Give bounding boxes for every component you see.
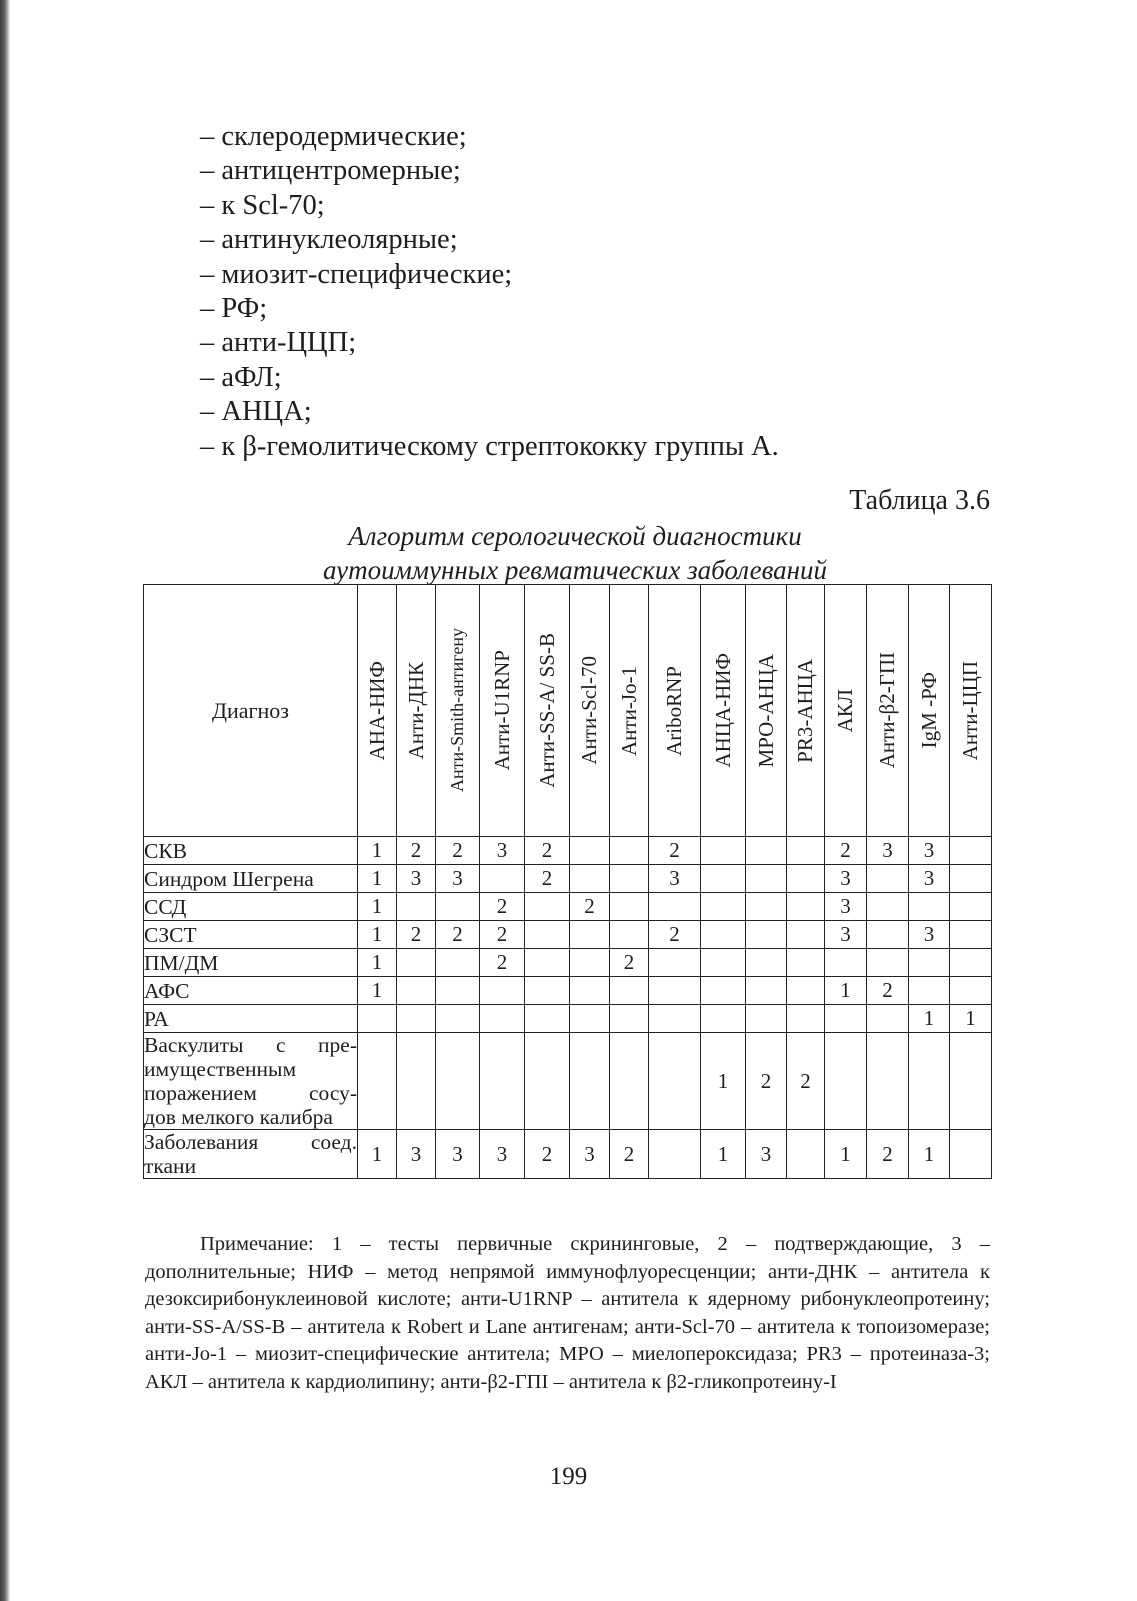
value-cell (867, 921, 909, 949)
value-cell (649, 1005, 701, 1033)
column-header-label: АНА-НИФ (364, 660, 389, 761)
value-cell (397, 949, 436, 977)
value-cell: 3 (746, 1130, 787, 1179)
value-cell (867, 865, 909, 893)
table-row (144, 893, 992, 921)
value-cell (950, 893, 992, 921)
value-cell (746, 1005, 787, 1033)
value-cell: 1 (701, 1033, 746, 1130)
column-header (787, 585, 825, 837)
value-cell: 3 (436, 865, 480, 893)
table-title-line: аутоиммунных ревматических заболеваний (322, 555, 828, 585)
value-cell (525, 893, 570, 921)
value-cell: 3 (909, 921, 950, 949)
value-cell: 2 (746, 1033, 787, 1130)
column-header-label: Анти-Jo-1 (616, 665, 641, 756)
table-number: Таблица 3.6 (849, 485, 990, 516)
value-cell (950, 921, 992, 949)
value-cell (787, 1130, 825, 1179)
value-cell (787, 865, 825, 893)
value-cell (436, 977, 480, 1005)
value-cell: 1 (909, 1005, 950, 1033)
list-item: – миозит-специфические; (200, 258, 513, 290)
value-cell (950, 1130, 992, 1179)
column-header-label: Анти-ЦЦП (958, 660, 982, 761)
value-cell (570, 1005, 610, 1033)
column-header-label: PR3-АНЦА (793, 658, 817, 763)
value-cell: 1 (358, 1130, 397, 1179)
value-cell: 2 (397, 921, 436, 949)
diagnosis-cell: СКВ (144, 837, 358, 865)
list-item: – аФЛ; (200, 361, 282, 393)
column-header (867, 585, 909, 837)
column-header (397, 585, 436, 837)
value-cell (649, 893, 701, 921)
value-cell: 2 (480, 949, 525, 977)
value-cell: 1 (358, 865, 397, 893)
value-cell (649, 1033, 701, 1130)
value-cell (825, 1033, 867, 1130)
footnote-text: Примечание: 1 – тесты первичные скрининговые, 2 – подтверждающие, 3 – дополнительные; НИФ – метод непрямой иммунофлуоресценции; анти-ДНК – антитела к дезоксирибонуклеиновой кислоте; анти-U1RNP – антитела к ядерному рибонуклеопротеину; анти-SS-A/SS-B – антитела к Robert и Lane антигенам; анти-Scl-70 – антитела к топоизомеразе; анти-Jo-1 – миозит-специфические антитела; МРО – миелопероксидаза; PR3 – протеиназа-3; АКЛ – антитела к кардиолипину; анти-β2-ГПI – антитела к β2-гликопротеину-I (145, 1233, 990, 1393)
column-header-label: Анти-Scl-70 (577, 656, 601, 765)
value-cell (397, 977, 436, 1005)
value-cell (746, 977, 787, 1005)
value-cell (701, 1005, 746, 1033)
value-cell (480, 1005, 525, 1033)
value-cell: 3 (480, 837, 525, 865)
value-cell (701, 949, 746, 977)
column-header (525, 585, 570, 837)
value-cell (787, 921, 825, 949)
value-cell: 2 (525, 837, 570, 865)
value-cell: 2 (610, 1130, 649, 1179)
list-item: – склеродермические; (200, 121, 467, 152)
diagnosis-cell (144, 1033, 358, 1130)
table-row (144, 837, 992, 865)
value-cell: 2 (787, 1033, 825, 1130)
column-header (358, 585, 397, 837)
value-cell (397, 893, 436, 921)
antibody-list (200, 120, 779, 464)
value-cell: 1 (358, 977, 397, 1005)
value-cell (480, 1033, 525, 1130)
value-cell: 2 (867, 977, 909, 1005)
value-cell: 3 (825, 893, 867, 921)
value-cell: 3 (397, 1130, 436, 1179)
diagnosis-line: Васкулиты с пре- (144, 1033, 357, 1057)
value-cell: 2 (570, 893, 610, 921)
table-body (144, 837, 992, 1179)
list-item: – АНЦА; (200, 396, 312, 428)
diagnosis-cell: ПМ/ДМ (144, 949, 358, 977)
table-row (144, 1130, 992, 1179)
value-cell (649, 1130, 701, 1179)
value-cell (787, 837, 825, 865)
value-cell (570, 977, 610, 1005)
value-cell (746, 893, 787, 921)
column-header (746, 585, 787, 837)
value-cell (867, 1005, 909, 1033)
value-cell: 2 (480, 921, 525, 949)
value-cell (570, 837, 610, 865)
column-header-label: Анти-ДНК (403, 661, 428, 760)
serology-table (143, 584, 992, 1179)
value-cell (570, 865, 610, 893)
diagnosis-cell: ССД (144, 893, 358, 921)
value-cell (570, 949, 610, 977)
column-header-label: Анти-U1RNP (489, 650, 514, 771)
column-header-label: Анти-β2-ГПI (875, 652, 899, 769)
value-cell: 1 (701, 1130, 746, 1179)
list-item: – РФ; (200, 293, 268, 325)
value-cell: 1 (358, 893, 397, 921)
value-cell: 1 (825, 1130, 867, 1179)
value-cell (358, 1005, 397, 1033)
diagnosis-line: Заболевания соед. (144, 1130, 357, 1154)
list-item: – антинуклеолярные; (200, 224, 458, 256)
value-cell (867, 893, 909, 921)
diagnosis-line: поражением сосу- (144, 1081, 357, 1105)
value-cell (909, 893, 950, 921)
value-cell: 2 (867, 1130, 909, 1179)
value-cell (610, 977, 649, 1005)
column-header-label: АНЦА-НИФ (710, 653, 735, 768)
value-cell (525, 1005, 570, 1033)
value-cell: 2 (525, 865, 570, 893)
column-header (610, 585, 649, 837)
value-cell (436, 1033, 480, 1130)
value-cell (787, 949, 825, 977)
column-header-label: Анти-Smith-антигену (447, 628, 467, 793)
value-cell: 1 (825, 977, 867, 1005)
table-row (144, 865, 992, 893)
value-cell: 2 (610, 949, 649, 977)
diagnosis-cell: РА (144, 1005, 358, 1033)
column-header (825, 585, 867, 837)
value-cell (746, 949, 787, 977)
diagnosis-cell: СЗСТ (144, 921, 358, 949)
value-cell (950, 977, 992, 1005)
value-cell (525, 977, 570, 1005)
value-cell: 2 (649, 921, 701, 949)
value-cell (610, 921, 649, 949)
table-footnote (145, 1231, 990, 1396)
value-cell (525, 921, 570, 949)
list-item: – к Scl-70; (200, 189, 325, 221)
column-header (436, 585, 480, 837)
value-cell: 1 (358, 837, 397, 865)
value-cell (950, 949, 992, 977)
value-cell (701, 865, 746, 893)
value-cell: 2 (649, 837, 701, 865)
value-cell: 2 (436, 921, 480, 949)
column-header-label: IgM -РФ (916, 672, 941, 749)
scan-edge-shadow (0, 0, 10, 1601)
diagnosis-column-header: Диагноз (144, 585, 358, 837)
value-cell (950, 865, 992, 893)
value-cell (825, 949, 867, 977)
value-cell (570, 1033, 610, 1130)
column-header (701, 585, 746, 837)
value-cell (867, 1033, 909, 1130)
value-cell (610, 893, 649, 921)
value-cell (867, 949, 909, 977)
column-header-label: МРО-АНЦА (753, 653, 778, 768)
value-cell: 3 (397, 865, 436, 893)
value-cell (909, 949, 950, 977)
table-row (144, 1033, 992, 1130)
table-header-row (144, 585, 992, 837)
table-row (144, 1005, 992, 1033)
column-header-label: Анти-SS-A/ SS-B (534, 633, 559, 788)
value-cell (436, 1005, 480, 1033)
value-cell: 3 (909, 837, 950, 865)
value-cell (701, 837, 746, 865)
value-cell: 1 (358, 949, 397, 977)
value-cell: 1 (909, 1130, 950, 1179)
table-title (140, 519, 1010, 587)
value-cell: 2 (480, 893, 525, 921)
value-cell: 2 (525, 1130, 570, 1179)
value-cell (610, 1005, 649, 1033)
value-cell (701, 977, 746, 1005)
value-cell: 3 (825, 921, 867, 949)
diagnosis-line: ткани (144, 1154, 197, 1178)
column-header-label: АКЛ (833, 688, 857, 733)
value-cell: 3 (909, 865, 950, 893)
diagnosis-line: дов мелкого калибра (144, 1105, 333, 1129)
value-cell (397, 1005, 436, 1033)
value-cell (525, 1033, 570, 1130)
value-cell (649, 949, 701, 977)
value-cell (610, 865, 649, 893)
value-cell (525, 949, 570, 977)
value-cell (610, 1033, 649, 1130)
value-cell (825, 1005, 867, 1033)
value-cell (787, 977, 825, 1005)
table-title-line: Алгоритм серологической диагностики (348, 521, 802, 551)
list-item: – к β-гемолитическому стрептококку группы А. (200, 430, 779, 462)
value-cell: 3 (825, 865, 867, 893)
table-row (144, 977, 992, 1005)
value-cell (787, 893, 825, 921)
value-cell: 3 (480, 1130, 525, 1179)
value-cell (909, 977, 950, 1005)
column-header (950, 585, 992, 837)
value-cell (570, 921, 610, 949)
value-cell (610, 837, 649, 865)
value-cell: 1 (358, 921, 397, 949)
page-number: 199 (549, 1463, 588, 1490)
value-cell (787, 1005, 825, 1033)
value-cell (436, 949, 480, 977)
value-cell: 2 (825, 837, 867, 865)
value-cell: 3 (867, 837, 909, 865)
value-cell: 3 (649, 865, 701, 893)
value-cell (701, 921, 746, 949)
value-cell (909, 1033, 950, 1130)
value-cell (701, 893, 746, 921)
value-cell (746, 837, 787, 865)
diagnosis-cell: АФС (144, 977, 358, 1005)
column-header (480, 585, 525, 837)
table-row (144, 949, 992, 977)
value-cell (950, 837, 992, 865)
diagnosis-cell (144, 1130, 358, 1179)
value-cell: 1 (950, 1005, 992, 1033)
table-row (144, 921, 992, 949)
value-cell: 3 (436, 1130, 480, 1179)
value-cell (480, 865, 525, 893)
list-item: – антицентромерные; (200, 155, 461, 187)
value-cell (950, 1033, 992, 1130)
value-cell (649, 977, 701, 1005)
value-cell (397, 1033, 436, 1130)
value-cell (480, 977, 525, 1005)
diagnosis-cell: Синдром Шегрена (144, 865, 358, 893)
column-header-label: AriboRNP (662, 665, 686, 756)
column-header (649, 585, 701, 837)
list-item: – анти-ЦЦП; (200, 327, 357, 359)
value-cell: 2 (397, 837, 436, 865)
value-cell: 3 (570, 1130, 610, 1179)
value-cell (436, 893, 480, 921)
value-cell: 2 (436, 837, 480, 865)
diagnosis-line: имущественным (144, 1057, 297, 1081)
value-cell (746, 921, 787, 949)
value-cell (746, 865, 787, 893)
column-header (570, 585, 610, 837)
value-cell (358, 1033, 397, 1130)
column-header (909, 585, 950, 837)
